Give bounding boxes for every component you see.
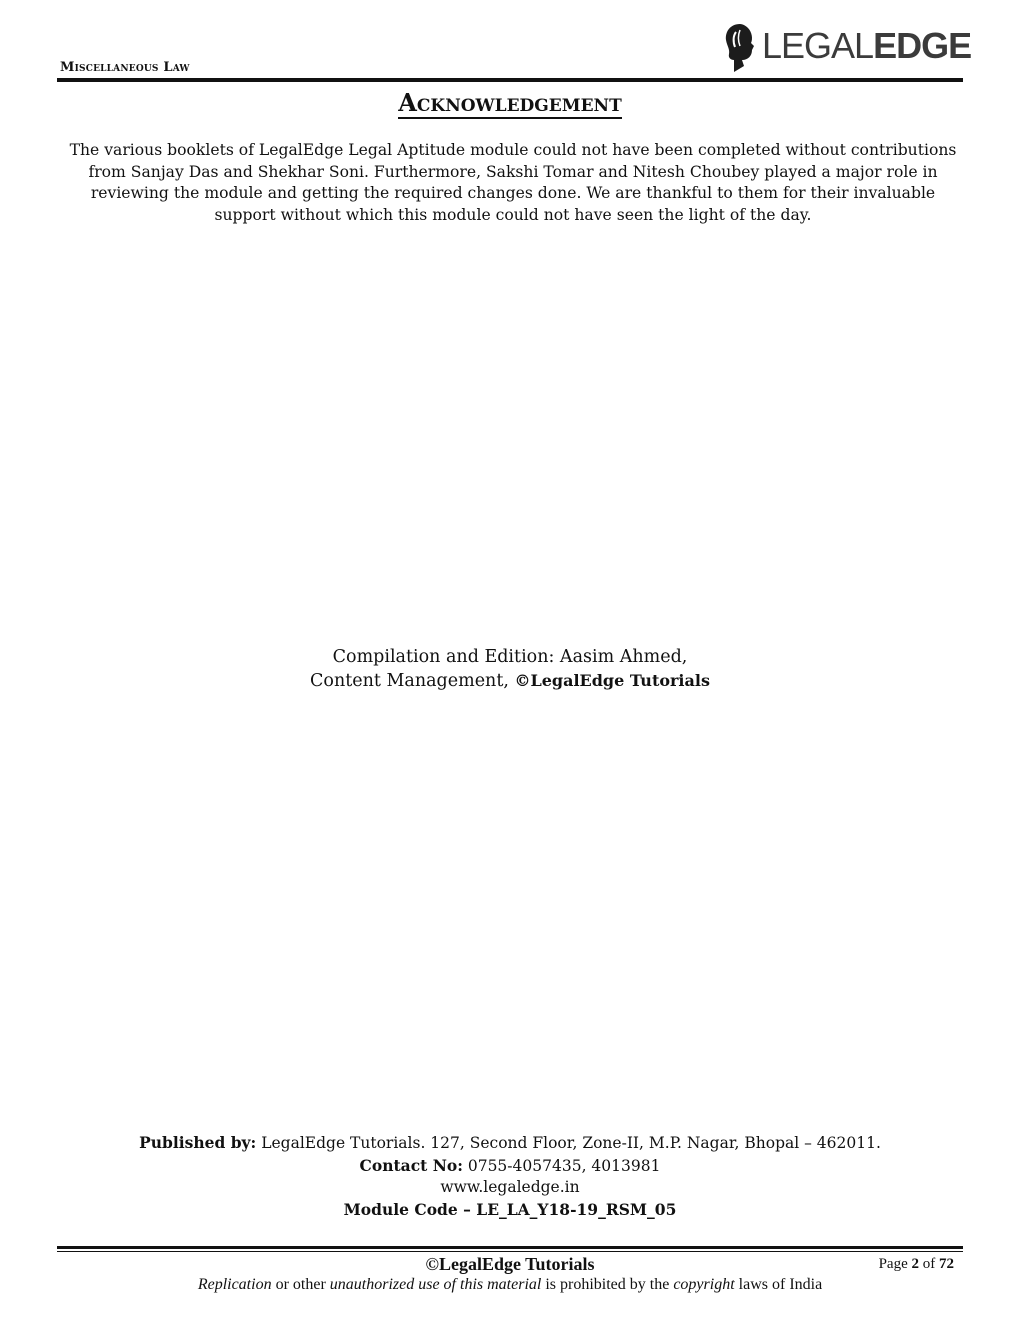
content-management-line — [0, 669, 1020, 693]
note-part-6: laws of India — [734, 1276, 823, 1293]
note-part-5: copyright — [673, 1276, 735, 1293]
content-management-prefix: Content Management, — [310, 671, 515, 691]
footer-divider — [57, 1246, 963, 1249]
footer-divider-thin — [57, 1251, 963, 1252]
note-part-3: unauthorized use of this material — [329, 1276, 542, 1293]
page-total: 72 — [939, 1256, 954, 1272]
module-code — [0, 1199, 1020, 1222]
compilation-line: Compilation and Edition: Aasim Ahmed, — [332, 647, 688, 667]
publisher-info — [0, 1132, 1020, 1221]
note-part-4: is prohibited by the — [541, 1276, 674, 1293]
note-part-1: Replication — [197, 1276, 272, 1293]
page-of: of — [919, 1256, 939, 1272]
page-number — [879, 1256, 954, 1273]
copyright-notice — [0, 1276, 1020, 1294]
published-by-line — [0, 1132, 1020, 1155]
header-section-label: Miscellaneous Law — [60, 60, 190, 75]
header-divider — [57, 78, 963, 82]
contact-label: Contact No: — [359, 1155, 463, 1175]
legaledge-logo — [722, 20, 972, 76]
compilation-credits — [0, 645, 1020, 693]
acknowledgement-paragraph: The various booklets of LegalEdge Legal Aptitude module could not have been completed without contributions from Sanjay Das and Shekhar Soni. Furthermore, Sakshi Tomar and Nitesh Choubey played a major role in reviewing the module and getting the required changes done. We are thankful to them for their invaluable support without which this module could not have seen the light of the day. — [69, 141, 957, 224]
contact-text: 0755-4057435, 4013981 — [462, 1156, 661, 1175]
logo-text-bold: EDGE — [873, 25, 972, 66]
page-current: 2 — [911, 1256, 919, 1272]
published-by-text: LegalEdge Tutorials. 127, Second Floor, Zone-II, M.P. Nagar, Bhopal – 462011. — [256, 1134, 881, 1152]
page-prefix: Page — [878, 1256, 912, 1272]
profile-head-icon — [722, 22, 756, 74]
contact-line — [0, 1155, 1020, 1178]
content-management-brand: ©LegalEdge Tutorials — [514, 671, 710, 690]
logo-text-light: LEGAL — [762, 25, 874, 66]
page-title-text: Acknowledgement — [398, 88, 622, 117]
published-by-label: Published by: — [139, 1133, 257, 1152]
module-code-text: Module Code – LE_LA_Y18-19_RSM_05 — [343, 1199, 677, 1219]
website-link[interactable]: www.legaledge.in — [440, 1178, 580, 1196]
page-title — [0, 88, 1020, 117]
footer-brand: ©LegalEdge Tutorials — [425, 1254, 595, 1274]
note-part-2: or other — [271, 1276, 330, 1293]
